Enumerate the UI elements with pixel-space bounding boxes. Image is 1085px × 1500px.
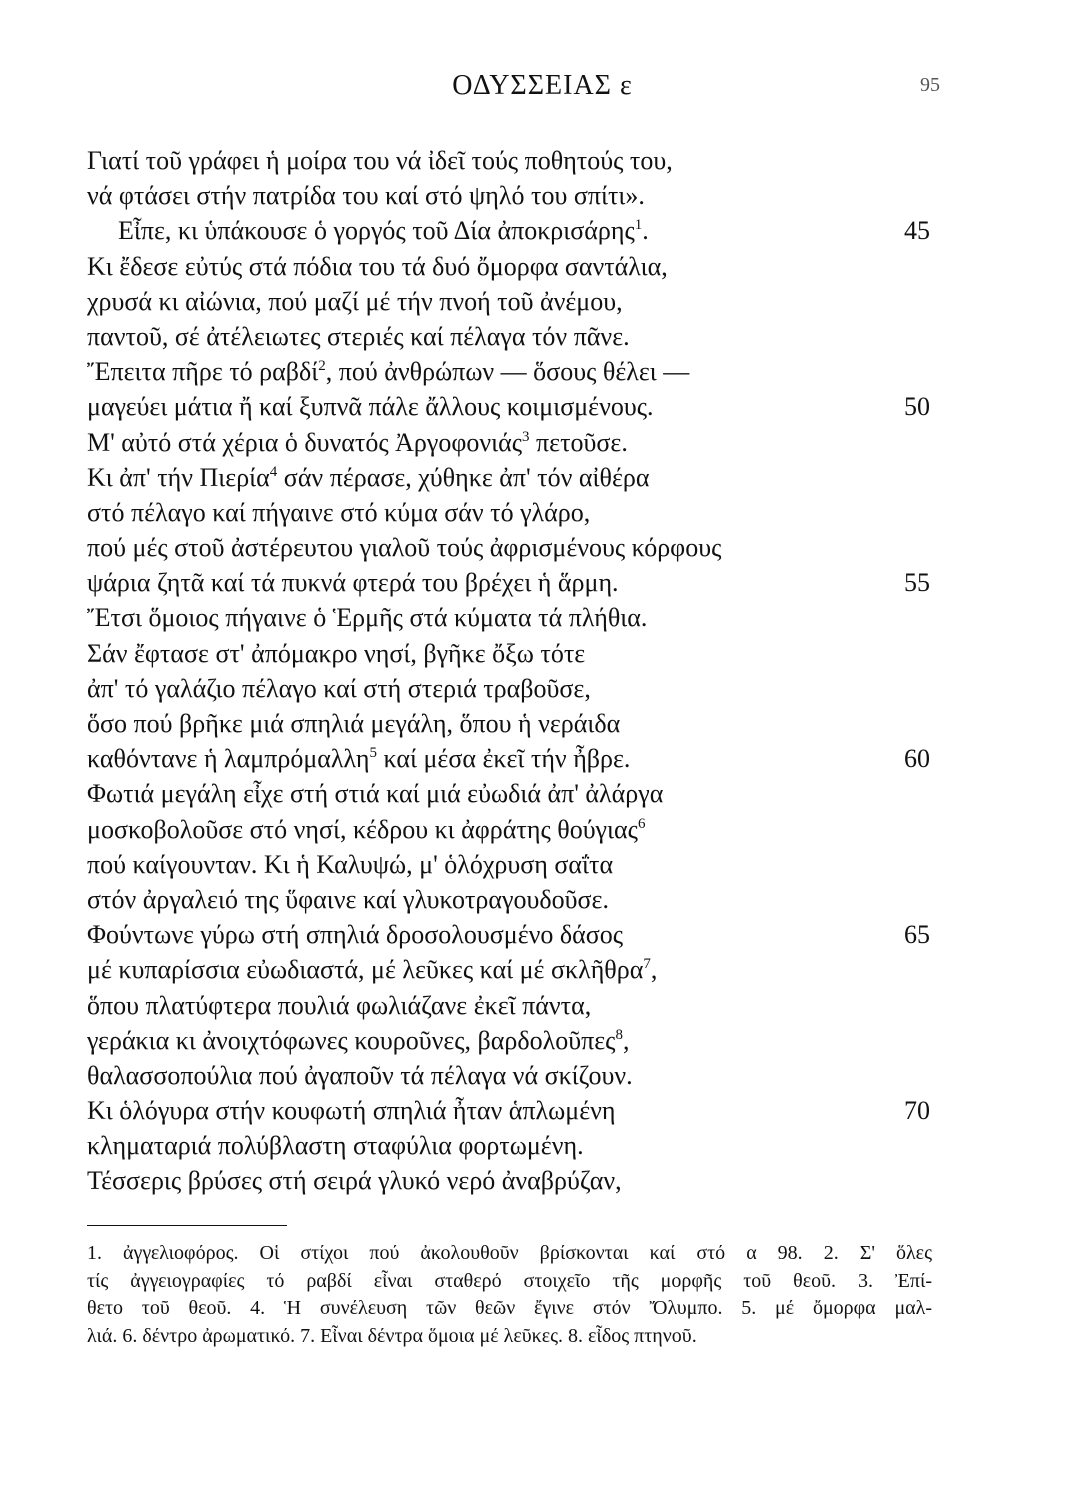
line-number: 55	[904, 568, 930, 598]
verse-text	[87, 425, 628, 465]
verse-text	[87, 882, 609, 917]
verse-text	[87, 600, 647, 635]
verse-text-main: ὅπου πλατύφτερα πουλιά φωλιάζανε ἐκεῖ πάντα,	[87, 990, 592, 1020]
verse-line	[0, 812, 1085, 847]
verse-line	[0, 319, 1085, 354]
verse-text-main: Ἔτσι ὅμοιος πήγαινε ὁ Ἑρμῆς στά κύματα τά πλήθια.	[87, 603, 648, 633]
verse-text-main: κληματαριά πολύβλαστη σταφύλια φορτωμένη.	[87, 1131, 584, 1161]
line-number: 70	[904, 1096, 930, 1126]
page-number: 95	[920, 74, 940, 96]
footnote-marker: 2	[318, 358, 326, 375]
footnote-line: θετο τοῦ θεοῦ. 4. Ἡ συνέλευση τῶν θεῶν ἔγινε στόν Ὄλυμπο. 5. μέ ὄμορφα μαλ-	[87, 1297, 932, 1319]
verse-text-continuation: σάν πέρασε, χύθηκε ἀπ' τόν αἰθέρα	[277, 462, 650, 492]
verse-text-main: Φούντωνε γύρω στή σπηλιά δροσολουσμένο δάσος	[87, 920, 624, 950]
verse-text-main: Φωτιά μεγάλη εἶχε στή στιά καί μιά εὐωδιά ἀπ' ἀλάργα	[87, 779, 664, 809]
verse-text-main: Ἔπειτα πῆρε τό ραβδί	[87, 357, 319, 387]
verse-text-continuation: πετοῦσε.	[529, 427, 628, 457]
verse-text-main: νά φτάσει στήν πατρίδα του καί στό ψηλό του σπίτι».	[87, 181, 645, 211]
verse-text-main: Κι ὁλόγυρα στήν κουφωτή σπηλιά ἦταν ἁπλωμένη	[87, 1096, 616, 1126]
verse-text	[87, 284, 623, 319]
footnote-marker: 3	[522, 428, 530, 445]
verse-text-continuation: ,	[622, 1025, 630, 1055]
verse-text	[87, 741, 630, 781]
verse-text	[118, 213, 649, 253]
verse-text-main: Μ' αὐτό στά χέρια ὁ δυνατός Ἀργοφονιάς	[87, 427, 523, 457]
verse-text-main: παντοῦ, σέ ἀτέλειωτες στεριές καί πέλαγα τόν πᾶνε.	[87, 321, 630, 351]
verse-line	[0, 706, 1085, 741]
verse-text	[87, 460, 649, 500]
verse-text	[87, 917, 623, 952]
verse-line	[0, 600, 1085, 635]
verse-text	[87, 812, 645, 852]
verse-text-main: θαλασσοπούλια πού ἀγαποῦν τά πέλαγα νά σκίζουν.	[87, 1060, 633, 1090]
verse-text	[87, 1023, 629, 1063]
verse-line	[0, 1058, 1085, 1093]
verse-text-main: Κι ἔδεσε εὐτύς στά πόδια του τά δυό ὄμορφα σαντάλια,	[87, 251, 668, 281]
verse-text-main: στόν ἀργαλειό της ὕφαινε καί γλυκοτραγουδοῦσε.	[87, 884, 609, 914]
verse-text-continuation: , πού ἀνθρώπων — ὅσους θέλει —	[325, 357, 690, 387]
verse-text-main: μέ κυπαρίσσια εὐωδιαστά, μέ λεῦκες καί μέ σκλῆθρα	[87, 955, 644, 985]
verse-line	[0, 636, 1085, 671]
verse-text	[87, 1163, 622, 1198]
verse-text	[87, 354, 689, 394]
verse-text-main: πού μές στοῦ ἀστέρευτου γιαλοῦ τούς ἀφρισμένους κόρφους	[87, 533, 722, 563]
verse-text-main: ὅσο πού βρῆκε μιά σπηλιά μεγάλη, ὅπου ἡ νεράιδα	[87, 709, 621, 738]
footnote-line: 1. ἀγγελιοφόρος. Οἱ στίχοι πού ἀκολουθοῦν βρίσκονται καί στό α 98. 2. Σ' ὅλες	[87, 1242, 932, 1264]
verse-line	[0, 1023, 1085, 1058]
verse-text-main: καθόντανε ἡ λαμπρόμαλλη	[87, 744, 370, 774]
verse-text	[87, 143, 673, 178]
verse-text-main: ἀπ' τό γαλάζιο πέλαγο καί στή στεριά τραβοῦσε,	[87, 673, 591, 703]
line-number: 45	[904, 216, 930, 246]
verse-text	[87, 565, 619, 600]
verse-text	[87, 319, 630, 354]
verse-line	[0, 741, 1085, 776]
verse-text	[87, 988, 591, 1023]
verse-text-main: ψάρια ζητᾶ καί τά πυκνά φτερά του βρέχει ἡ ἅρμη.	[87, 568, 619, 598]
footnote-marker: 1	[634, 217, 643, 234]
verse-line	[0, 847, 1085, 882]
verse-line	[0, 178, 1085, 213]
verse-text	[87, 706, 620, 741]
verse-text	[87, 530, 721, 565]
verse-text	[87, 178, 645, 213]
line-number: 60	[904, 744, 930, 774]
verse-line	[0, 249, 1085, 284]
verse-text-continuation: ,	[650, 955, 658, 985]
verse-text	[87, 847, 613, 882]
verse-text	[87, 1093, 615, 1128]
verse-line	[0, 917, 1085, 952]
footnote-marker: 4	[269, 463, 278, 480]
verse-line	[0, 495, 1085, 530]
line-number: 65	[904, 920, 930, 950]
poem-verses	[0, 143, 1085, 1199]
verse-text	[87, 1058, 633, 1093]
footnote-marker: 7	[643, 956, 651, 973]
verse-line	[0, 530, 1085, 565]
verse-text-main: Τέσσερις βρύσες στή σειρά γλυκό νερό ἀναβρύζαν,	[87, 1166, 622, 1196]
verse-line	[0, 389, 1085, 424]
verse-text	[87, 389, 654, 424]
verse-text-main: Γιατί τοῦ γράφει ἡ μοίρα του νά ἰδεῖ τούς ποθητούς του,	[87, 146, 673, 175]
verse-line	[0, 284, 1085, 319]
verse-line	[0, 1163, 1085, 1198]
footnote-marker: 8	[615, 1026, 623, 1043]
verse-text-main: Κι ἀπ' τήν Πιερία	[87, 462, 270, 492]
verse-line	[0, 565, 1085, 600]
verse-text-main: Σάν ἔφτασε στ' ἀπόμακρο νησί, βγῆκε ὄξω τότε	[87, 638, 586, 668]
verse-text-main: Εἶπε, κι ὑπάκουσε ὁ γοργός τοῦ Δία ἀποκρισάρης	[118, 216, 635, 246]
verse-text	[87, 636, 585, 671]
verse-line	[0, 143, 1085, 178]
verse-text-main: μοσκοβολοῦσε στό νησί, κέδρου κι ἀφράτης θούγιας	[87, 814, 638, 844]
verse-text-main: μαγεύει μάτια ἤ καί ξυπνᾶ πάλε ἄλλους κοιμισμένους.	[87, 392, 654, 422]
running-header: ΟΔΥΣΣΕΙΑΣ ε	[452, 70, 633, 101]
verse-line	[0, 952, 1085, 987]
footnote-line: λιά. 6. δέντρο ἀρωματικό. 7. Εἶναι δέντρα ὅμοια μέ λεῦκες. 8. εἶδος πτηνοῦ.	[87, 1324, 697, 1347]
footnote-marker: 6	[637, 815, 646, 832]
verse-text-main: στό πέλαγο καί πήγαινε στό κύμα σάν τό γλάρο,	[87, 497, 591, 527]
verse-line	[0, 671, 1085, 706]
verse-line	[0, 776, 1085, 811]
verse-text	[87, 671, 591, 706]
verse-line	[0, 213, 1085, 248]
verse-text	[87, 249, 668, 284]
verse-text	[87, 776, 663, 811]
line-number: 50	[904, 392, 930, 422]
verse-line	[0, 354, 1085, 389]
footnotes	[87, 1240, 932, 1350]
verse-text	[87, 1128, 584, 1163]
verse-line	[0, 425, 1085, 460]
verse-text	[87, 495, 590, 530]
footnote-marker: 5	[369, 745, 377, 762]
verse-text	[87, 952, 657, 992]
verse-text-continuation: .	[642, 216, 649, 246]
verse-line	[0, 460, 1085, 495]
verse-line	[0, 882, 1085, 917]
verse-text-continuation: καί μέσα ἐκεῖ τήν ἦβρε.	[376, 744, 631, 774]
verse-text-main: πού καίγουνταν. Κι ἡ Καλυψώ, μ' ὁλόχρυση σαΐτα	[87, 849, 614, 879]
footnote-line: τίς ἀγγειογραφίες τό ραβδί εἶναι σταθερό στοιχεῖο τῆς μορφῆς τοῦ θεοῦ. 3. Ἐπί-	[87, 1269, 932, 1292]
verse-line	[0, 988, 1085, 1023]
verse-text-main: χρυσά κι αἰώνια, πού μαζί μέ τήν πνοή τοῦ ἀνέμου,	[87, 286, 623, 316]
verse-line	[0, 1128, 1085, 1163]
verse-text-main: γεράκια κι ἀνοιχτόφωνες κουροῦνες, βαρδολοῦπες	[87, 1025, 616, 1055]
verse-line	[0, 1093, 1085, 1128]
footnote-rule	[87, 1225, 287, 1226]
